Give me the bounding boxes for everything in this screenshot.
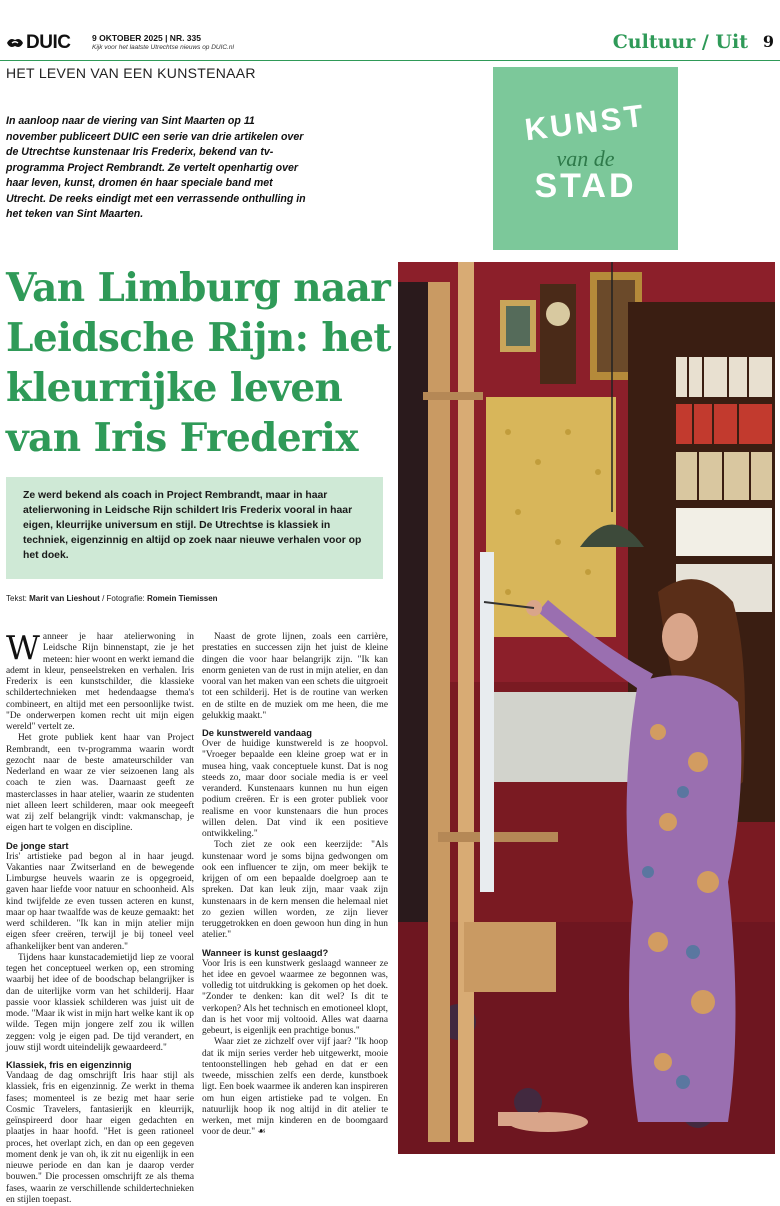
badge-line-van-de: van de [556,146,615,171]
article-column-2 [202,632,388,1162]
end-mark-icon: ☙ [257,1127,266,1138]
intro-text: In aanloop naar de viering van Sint Maarten op 11 november publiceert DUIC een serie van drie artikelen over de Utrechtse kunstenaar Iris Frederix, bekend van tv-programma Project Rembrandt. Ze vertelt openhartig over haar leven, kunst, dromen én haar speciale band met Utrecht. De reeks eindigt met een verrassende onthulling in het teken van Sint Maarten. [6,115,306,220]
article-paragraph [202,1037,388,1138]
subheading: De jonge start [6,839,69,851]
photo-author: Romein Tiemissen [147,594,218,603]
header-divider [0,60,780,61]
credits [6,594,218,603]
issue-date: 9 OKTOBER 2025 | NR. 335 [92,33,201,43]
page-number: 9 [762,32,774,51]
article-paragraph: Tijdens haar kunstacademietijd liep ze vooral tegen het conceptueel werken op, een stroming waarbij het idee of de boodschap belangrijker is dan de uiterlijke vorm van het schilderij. Haar passie voor klassiek schilderen was juist uit de mode. "Maar ik wist in mijn hart welke kant ik op wilde. Tegen mijn jongere zelf zou ik willen zeggen: volg je eigen pad. De tijd verandert, en jouw stijl wordt uiteindelijk gewaardeerd." [6,952,194,1053]
kicker: HET LEVEN VAN EEN KUNSTENAAR [6,65,256,81]
credit-separator: / [102,594,105,603]
article-paragraph: Voor Iris is een kunstwerk geslaagd wanneer ze het idee en gevoel waarmee ze begonnen was, volledig tot uitdrukking is gekomen op het doek. "Zonder te denken: kan dit wel? Is dit te verkopen? Als het technisch en emotioneel klopt, dan is het voor mij voltooid. Alles wat daarna gebeurt, is eigenlijk een prachtige bonus." [202,958,388,1036]
article-column-1 [6,628,194,1205]
article-paragraph: Iris' artistieke pad begon al in haar jeugd. Vakanties naar Zwitserland en de bewegende Limburgse heuvels waarin ze is opgegroeid, gaven haar liefde voor natuur en schoonheid. Als kind twijfelde ze even tussen acteren en kunst, maar op haar twaalfde was de keuze gemaakt: het werd schilderen. "Ik kan in mijn atelier mijn eigen sfeer creëren, terwijl je bij toneel veel afhankelijker bent van anderen." [6,851,194,952]
duic-logo-mark-icon [6,36,24,50]
article-paragraph [6,628,194,733]
artist-photo [398,262,775,1154]
artist-photo-illustration [398,262,775,1154]
subheading: De kunstwereld vandaag [202,727,312,738]
article-paragraph: Toch ziet ze ook een keerzijde: "Als kunstenaar word je soms bijna gedwongen om ook een influencer te zijn, om meer bekijk te krijgen of om een bepaalde doelgroep aan te spreken. Dat kan leuk zijn, maar vaak zijn kunstenaars in de kern mensen die helemaal niet zo gezien willen worden, ze zijn liever teruggetrokken en doen gewoon hun ding in hun atelier." [202,840,388,941]
dropcap: W [6,628,40,667]
article-paragraph: Vandaag de dag omschrijft Iris haar stijl als klassiek, fris en eigenzinnig. Ze werkt in thema fases; momenteel is ze bezig met haar serie Cosmic Travelers, fantasierijk en kleurrijk, geïnspireerd door haar eigen gedachten en plaatjes in haar hoofd. "Het is geen rationeel proces, het overlapt zich, en dan op een gegeven moment denk je van oh, ik zit nu eigenlijk in een nieuwe periode en dan kan je daarop verder bouwen." Die processen omschrijft ze als thema fases, waarin ze verschillende schildertechnieken en stijlen toepast. [6,1071,194,1205]
badge-line-stad: STAD [534,167,637,205]
article-paragraph: Naast de grote lijnen, zoals een carrière, prestaties en successen zijn het juist de kleine dingen die voor haar belangrijk zijn. "Ik kan enorm genieten van de rust in mijn atelier, en dan vooral van het maken van een schets die uitgroeit tot een schilderij. Het is de routine van werken en de stilte en de muziek om me heen, die me gelukkig maakt." [202,632,388,721]
paragraph-text: Waar ziet ze zichzelf over vijf jaar? "Ik hoop dat ik mijn series verder heb uitgewerkt, mooie tentoonstellingen heb gehad en dat er een tweede, misschien zelfs een derde, kunstboek ligt. Een boek waarmee ik anderen kan inspireren om hun eigen artistieke pad te volgen. En natuurlijk hoop ik nog altijd in dit atelier te werken, met mijn kinderen en de boomgaard voor de deur." [202,1037,388,1138]
lead-box [6,477,383,579]
section-title: Cultuur / Uit [612,31,748,53]
text-author: Marit van Lieshout [29,594,100,603]
text-label: Tekst: [6,594,27,603]
article-paragraph: Over de huidige kunstwereld is ze hoopvol. "Vroeger bepaalde een kleine groep wat er in musea hing, vaak conceptuele kunst. Dat is nog steeds zo, maar door sociale media is er veel veranderd. Kunstenaars kunnen nu hun eigen podium creëren. Er is een groter publiek voor realisme en voor kunstenaars die hun proces willen delen. Dat vind ik een positieve ontwikkeling." [202,739,388,839]
article-paragraph: Het grote publiek kent haar van Project Rembrandt, een tv-programma waarin wordt gezocht naar de beste amateurschilder van Nederland en waar ze vier seizoenen lang als coach te zien was. Daarnaast geeft ze masterclasses in haar atelier, waarin ze studenten niet alleen leert schilderen, maar ook meegeeft wat zij zelf belangrijk vindt: vakmanschap, je eigen hart te volgen en discipline. [6,733,194,834]
paragraph-text: anneer je haar atelierwoning in Leidsche Rijn binnenstapt, zie je het meteen: hier woont en werkt iemand die ademt in kleur, penseelstreken en verhalen. Iris Frederix is een kunstschilder, die klassieke schildertechnieken met hedendaagse thema's combineert, en altijd met een persoonlijke twist. "De onderwerpen komen recht uit mijn eigen wereld" vertelt ze. [6,632,194,732]
subheading: Wanneer is kunst geslaagd? [202,946,329,958]
photo-label: Fotografie: [106,594,145,603]
badge-line-kunst: KUNST [522,97,649,148]
kunst-van-de-stad-badge [493,67,678,250]
lead-text: Ze werd bekend als coach in Project Rembrandt, maar in haar atelierwoning in Leidsche Rijn schildert Iris Frederix vooral in haar eigen, kleurrijke universum en stijl. De Utrechtse is klassiek in techniek, eigenzinnig en altijd op zoek naar nieuwe verhalen voor op het doek. [23,490,362,561]
logo-text: DUIC [26,32,71,53]
subheading: Klassiek, fris en eigenzinnig [6,1059,132,1070]
headline: Van Limburg naar Leidsche Rijn: het kleurrijke leven van Iris Frederix [6,265,391,461]
header-tagline: Kijk voor het laatste Utrechtse nieuws op DUIC.nl [92,44,234,51]
duic-logo[interactable] [6,32,70,54]
